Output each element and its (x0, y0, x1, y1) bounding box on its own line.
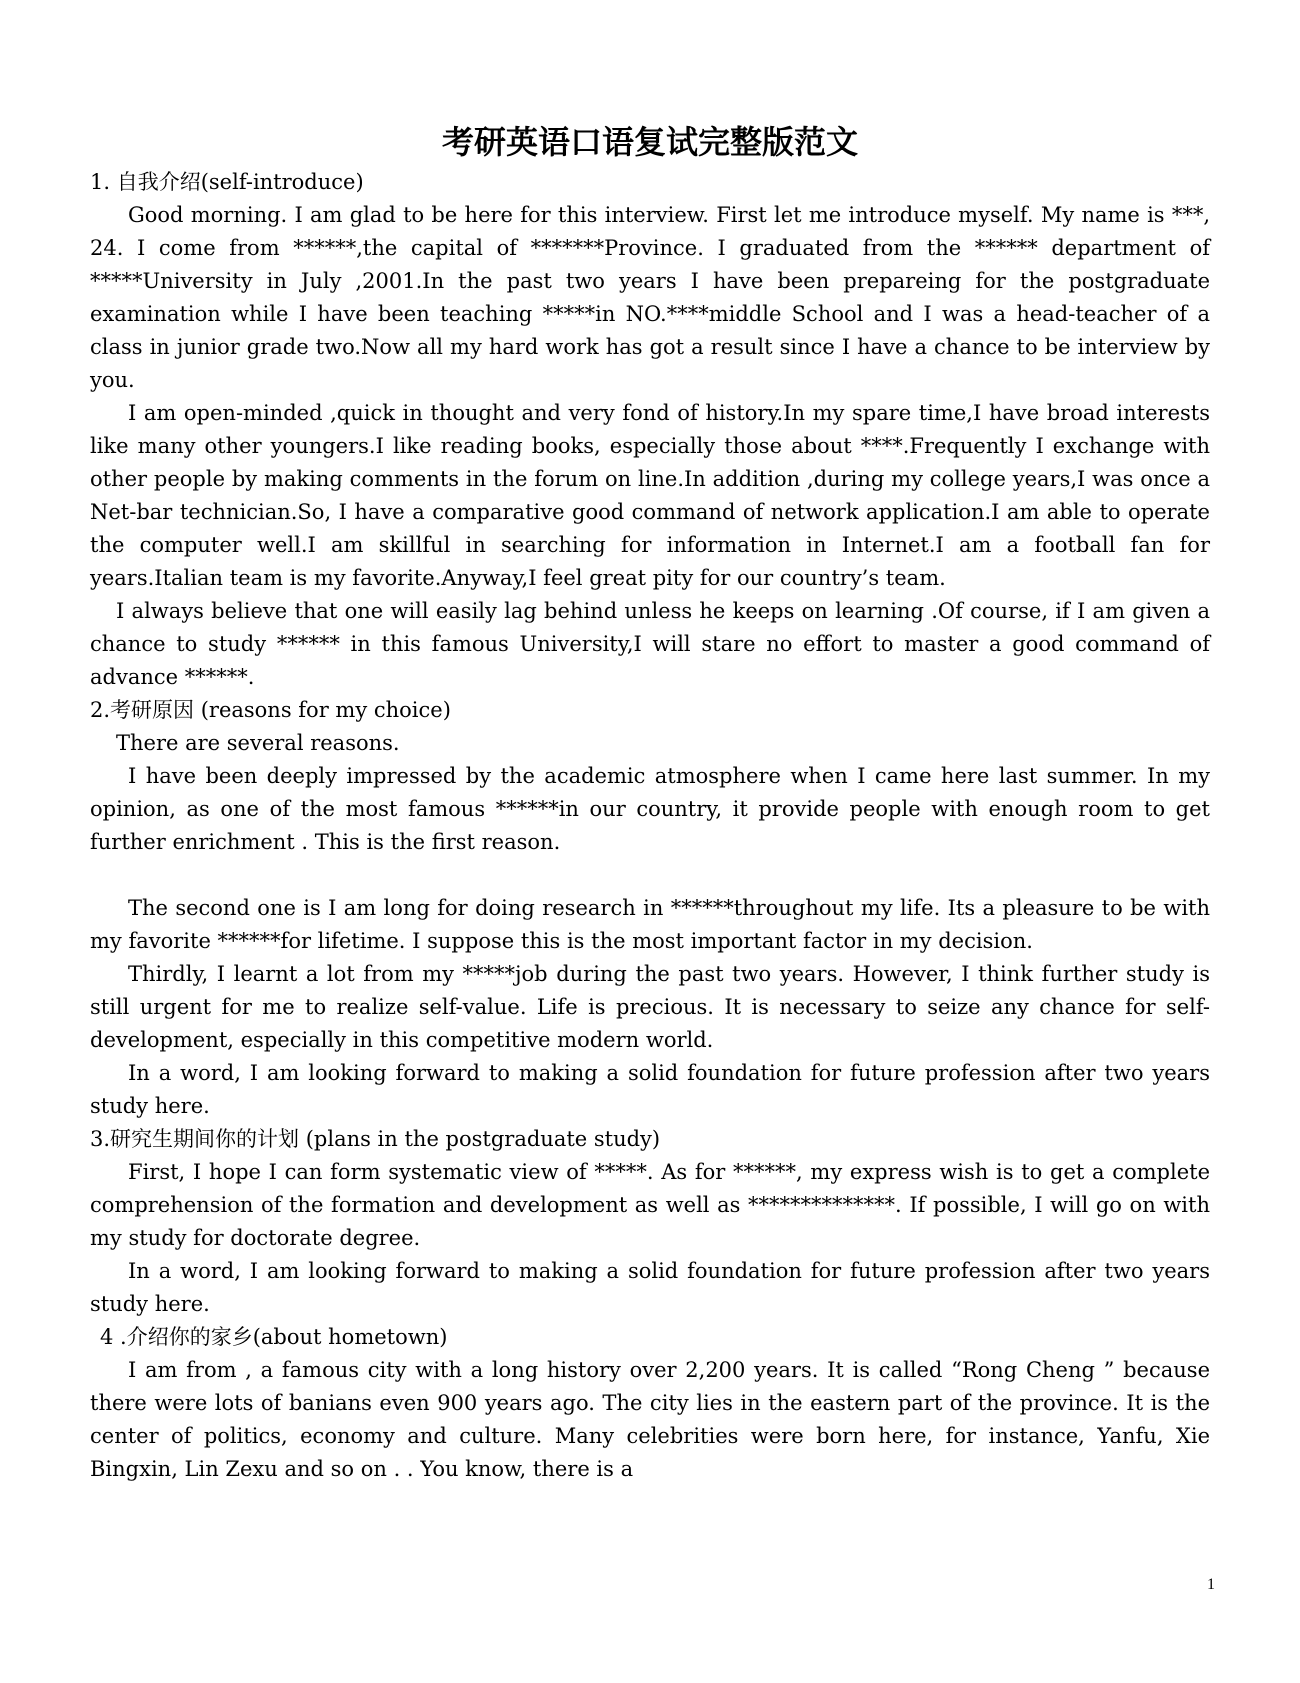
section-heading-hometown: 4 .介绍你的家乡(about hometown) (100, 1325, 448, 1349)
paragraph: There are several reasons. (116, 731, 400, 755)
section-heading-plans: 3.研究生期间你的计划 (plans in the postgraduate study) (90, 1127, 661, 1151)
section-heading-reasons: 2.考研原因 (reasons for my choice) (90, 698, 451, 722)
document-title: 考研英语口语复试完整版范文 (441, 123, 858, 161)
paragraph: I always believe that one will easily lag behind unless he keeps on learning .Of course, if I am given a chance to study ****** in this famous University,I will stare no effort to master a good command of advance ******. (90, 599, 1210, 689)
paragraph: I am open-minded ,quick in thought and very fond of history.In my spare time,I have broad interests like many other youngers.I like reading books, especially those about ****.Frequently I exchange with other people by making comments in the forum on line.In addition ,during my college years,I was once a Net-bar technician.So, I have a comparative good command of network application.I am able to operate the computer well.I am skillful in searching for information in Internet.I am a football fan for years.Italian team is my favorite.Anyway,I feel great pity for our country’s team. (90, 401, 1210, 590)
paragraph: In a word, I am looking forward to making a solid foundation for future profession after two years study here. (90, 1061, 1210, 1118)
paragraph: In a word, I am looking forward to making a solid foundation for future profession after two years study here. (90, 1259, 1210, 1316)
blank-line (90, 859, 1210, 892)
paragraph: I am from , a famous city with a long history over 2,200 years. It is called “Rong Cheng ” because there were lots of banians even 900 years ago. The city lies in the eastern part of the province. It is the center of politics, economy and culture. Many celebrities were born here, for instance, Yanfu, Xie Bingxin, Lin Zexu and so on . . You know, there is a (90, 1358, 1210, 1481)
section-heading-self-introduce: 1. 自我介绍(self-introduce) (90, 170, 364, 194)
paragraph: The second one is I am long for doing research in ******throughout my life. Its a pleasure to be with my favorite ******for lifetime. I suppose this is the most important factor in my decision. (90, 896, 1210, 953)
paragraph: I have been deeply impressed by the academic atmosphere when I came here last summer. In my opinion, as one of the most famous ******in our country, it provide people with enough room to get further enrichment . This is the first reason. (90, 764, 1210, 854)
document-body (90, 166, 1210, 1486)
paragraph: Good morning. I am glad to be here for this interview. First let me introduce myself. My name is ***, 24. I come from ******,the capital of *******Province. I graduated from the ****** department of *****University in July ,2001.In the past two years I have been prepareing for the postgraduate examination while I have been teaching *****in NO.****middle School and I was a head-teacher of a class in junior grade two.Now all my hard work has got a result since I have a chance to be interview by you. (90, 203, 1210, 392)
paragraph: Thirdly, I learnt a lot from my *****job during the past two years. However, I think further study is still urgent for me to realize self-value. Life is precious. It is necessary to seize any chance for self-development, especially in this competitive modern world. (90, 962, 1210, 1052)
page-number: 1 (1207, 1576, 1215, 1593)
paragraph: First, I hope I can form systematic view of *****. As for ******, my express wish is to get a complete comprehension of the formation and development as well as **************. If possible, I will go on with my study for doctorate degree. (90, 1160, 1210, 1250)
